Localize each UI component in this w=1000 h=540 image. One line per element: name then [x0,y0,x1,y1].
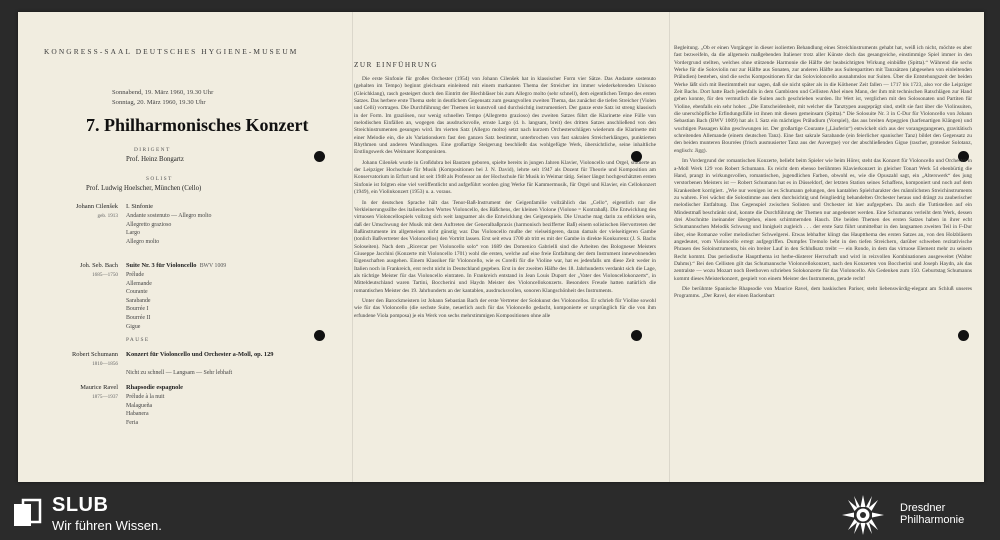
introduction-text [354,76,656,320]
composer-name: Robert Schumann [72,351,118,358]
continuation-text [674,45,972,301]
paragraph: Im Vordergrund der romantischen Konzerte, beliebt beim Spieler wie beim Hörer, steht das Konzert für Violoncello und Orchester in a-Moll Werk 129 von Robert Schumann. Es reicht dem ebenso berühmten Klavierkonzert in gleicher Tonart Werk 54 ebenbürtig die Hand, prangt in wirkungsvollen, romantischen, jugendlichen Farben, obwohl es, wie die Opuszahl sagt, ein „Alterswerk“ des jung verstorbenen Meisters ist — Robert Schumann hat es in Düsseldorf, der letzten Station seines Schaffens, komponiert und noch auf dem Krankenbett korrigiert. „Wie nur wenigen ist es Schumann gelungen, den kantablen Spielcharakter des männlichsten Streichinstruments zu wahren. Frei wächst die Solostimme aus dem durchsichtig und feingliedrig behandelten Orchester heraus und drängt zu zauberischer melodischer Entfaltung. Das Gegenspiel zwischen Solisten und Orchester ist hier aufgegeben. Da auch die Tuttistellen auf ein Mindestmaß beschränkt sind, konnte die Durchführung der Themen nur angedeutet werden. Eine Schumanns verleiht dem Werk, dessen drei Abschnitte ineinander übergehen, einen schimmernden Hauch. Die beiden Themen des ersten Satzes haben in ihrer echt Schumannschen Melodik Schwung und Innigkeit zugleich . . . der erste Satz führt unmittelbar in den langsamen zweiten Teil in F-Dur über, eine Romanze voller melodischer Schwelgerei. Etwas lebhafter klingt das Hauptthema des ersten Satzes an, von den Holzbläsern angedeutet, vom Violoncello erregt aufgegriffen. Dumpfes Tremolo bebt in den tiefen Streichern, darüber schweben rezitativische Phrasen des Soloinstruments, bis ein breiter Lauf in den Schlußsatz treibt — ein Rondo, in dem das virtuose Element mehr zu seinem Recht kommt. Das periodische Hauptthema ist herbe-düsterer Herrschaft und wird in reizvollen Kombinationen ausgeweitet (Walter Dahms).“ Bei den Cellisten gilt das Schumannsche Violoncellokonzert, nach den Konzerten von Boccherini und Joseph Haydn, als das zentralste — wozu Mozart noch Beethoven schrieben Solokonzerte für das Violoncello. Als Gedenken zum 150. Geburtstag Schumanns kommt dieses Meisterkonzert, gespielt von einem Meister des Instruments, gerade recht! [674,158,972,282]
movement-list [126,369,332,378]
composer-dates: 1685—1750 [92,272,118,278]
composer-dates: 1875—1937 [92,394,118,400]
orchestra-name [900,502,964,526]
pause-label: PAUSE [126,337,150,343]
movement: Courante [126,289,148,296]
movement: Bourrée I [126,306,149,313]
concert-dates [112,88,213,108]
movement: Andante sostenuto — Allegro molto [126,213,212,219]
orchestra-name-line: Dresdner [900,502,946,514]
library-tagline: Wir führen Wissen. [52,518,162,533]
movement: Largo [126,230,140,237]
paragraph: Johann Cilenšek wurde in Großdubra bei Bautzen geboren, spielte bereits in jungen Jahren Klavier, Violoncello und Orgel, studierte an der Leipziger Hochschule für Musik (Kompositionen bei J. N. David), lehrte seit 1947 als Dozent für Theorie und Komposition am Konservatorium in Erfurt und ist seit 1948 als Professor an der Hochschule für Musik in Weimar tätig. Seiner längst hochgeschätzten ersten Sinfonie ist folgten eine viel veröffentlicht und aufgeführt worden ging Werke für Kammermusik, für Orgel und Klavier, ein Cellokonzert (1949), ein Violinkonzert (1953) u. a. voraus. [354,159,656,196]
paragraph: In der deutschen Sprache hält das Tenor-Baß-Instrument der Geigenfamilie vollzählich das „Cello“, eigentlich nur die Verkleinerungssilbe des italienischen Wortes Violoncello, des Bäßchens, der kleinen Violone (Violone = Kontrabaß). Die Entwicklung des virtuosen Violoncellospiels vollzog sich weit langsamer als die Entwicklung des Geigenspiels. Die Ursache mag darin zu erblicken sein, daß der Umschwung der Musik mit dem Auftreten der Generalbaßpraxis (harmonisch bezifferter Baß) einem solistischen Hervortreten der Baßinstrumente im allgemeinen nicht günstig war. Das Violoncello mußte der vielseitigeren, daran damals der vielseitigeren Gambe (tonlich Baßvertreter des Violoncellos) den Vortritt lassen. Erst seit etwa 1700 ab tritt es mit der Gambe in direkte Konkurrenz (J. S. Bachs Soloseiten). Nach dem „Ricercar per Violoncello solo“ von 1689 des Domenico Gabrielli sind die Arbeiten des Bologneser Meisters Giuseppe Jacchini (Konzerte mit Violoncello 1701) wohl die ersten, welche auf eine freie Entfaltung der dem Instrument innewohnenden Eigenschaften ausgehen. Einem Klassiker für Violoncello, wie es Corelli für die Violine war, hat es jedenfalls um diese Zeit weder in Italien noch in Frankreich, erst recht nicht in Deutschland gegeben. Erst in der zweiten Hälfte des 18. Jahrhunderts verdankt sich die Lage, als tüchtige Meister für das Violoncello eintraten. In Frankreich entstand in Jean Louis Duport der „Vater des Violoncellokonzerts“, in Mitteldeutschland waren Tartini, Boccherini und Haydn Meister des Violoncellokonzerts. Besonders Freude hatten natürlich die romantischen Meister des 19. Jahrhunderts an der kantablen, ausdrucksvollen, sonoren Klangschönheit des Instruments. [354,199,656,294]
movement: Bourrée II [126,314,151,321]
movement: Nicht zu schnell — Langsam — Sehr lebhaft [126,370,233,376]
work-title-text: Konzert für Violoncello und Orchester a-Moll, op. 129 [126,351,274,358]
movement-list [126,393,332,427]
work-title [126,262,332,269]
composer-dates: geb. 1913 [97,213,118,219]
movement-list [126,271,332,331]
paragraph: Unter den Barockmeistern ist Johann Sebastian Bach der erste Vertreter der Solokunst des Violoncellos. Er schrieb für Violine sowohl wie für das Violoncello (die sechste Suite, neuerlich auch für das Violoncello gedacht, komponierte er ursprünglich für die von ihm erfundene Viola pomposa) je ein Werk von sechs mehrstimmigen Kompositionen ohne alle [354,297,656,319]
catalogue-number: BWV 1009 [199,263,227,269]
movement: Gigue [126,323,141,330]
conductor-name: Prof. Heinz Bongartz [126,156,184,163]
soloist-label: SOLIST [146,176,173,182]
philharmonie-logo-icon [840,494,886,536]
movement: Prélude [126,272,144,278]
composer-dates: 1810—1856 [92,361,118,367]
work-title [126,384,332,391]
slub-logo-icon [12,498,42,528]
movement: Malagueña [126,402,153,409]
orchestra-name-line: Philharmonie [900,514,965,526]
work-title-text: Rhapsodie espagnole [126,384,183,391]
continuation-column [674,12,972,482]
footer-bar [0,490,1000,540]
work-title-text: Suite Nr. 3 für Violoncello [126,262,197,269]
date-line: Sonntag, 20. März 1960, 19.30 Uhr [112,99,206,106]
venue-line: KONGRESS-SAAL DEUTSCHES HYGIENE-MUSEUM [44,47,299,56]
introduction-heading: ZUR EINFÜHRUNG [354,61,438,69]
paragraph: Die erste Sinfonie für großes Orchester (1954) von Johann Cilenšek hat in klassischer Form vier Sätze. Das Andante sostenuto (gehalten im Tempo) beginnt gleichsam einleitend mit einem markanten Thema der Streicher im immer wiederkehrenden Unisono (Gleichklang), rasch gesteigert durch den Eintritt der Blechbläser bis zum Allegro molto (sehr schnell), dem eigentlichen Tempo des ersten Satzes. Das herbere erste Thema steht in deutlichem Gegensatz zum gesangvollen zweiten Thema, das zunächst die tiefen Streicher (Violen und Celli) vortragen. Die Durchführung der Themen ist kunstvoll und durchsichtig instrumentiert. Der ganze erste Satz ist streng klassisch in der Form. Im graziösen, nur wenig schnellen Tempo (Allegretto grazioso) des zweiten Satzes führt die Klarinette eine Fülle von melodischen Einfällen an, wogegen das ausdrucksvolle, ernste Largo (d. h. langsam, breit) des dritten Satzes anschließend von den Streichinstrumenten gesungen wird. Im vierten Satz (Allegro molto) setzt nach kurzem Orchesterschlägen wiederum die Klarinette mit einer Melodie ein, die als Variationskern fast den ganzen Satz bestimmt, unterbrochen von fast sakralen Streicherklängen, punktierten Rhythmen und anderen Wandlungen. Eine großartige Steigerung beschließt das wohlgefügte Werk, übersichtliche, seine inhaltliche Erstlingswerk des Weimarer Komponisten. [354,76,656,156]
work-title [126,351,332,360]
movement: Allegretto grazioso [126,221,172,228]
movement: Feria [126,419,139,426]
composer-name: Johann Cilenšek [75,203,118,210]
movement: Habanera [126,411,149,418]
movement: Sarabande [126,297,151,304]
paragraph: Begleitung. „Ob er einen Vorgänger in dieser isolierten Behandlung eines Streichinstruments gehabt hat, weiß ich nicht, möchte es aber fast bezweifeln, da die allgemein maßgebenden Italiener trotz aller Künste doch das gesangreiche, einstimmige Spiel immer in den Vordergrund stellten, welches ohne stützende Harmonie die Hälfte der beabsichtigten Wirkung einbüßte (Spitta).“ Während die sechs Werke für die Soloviolin nur zur Hälfte aus Sonaten, zur anderen Hälfte aus Suitenpartiten mit Tanzsätzen (abgesehen von einleitenden Präludien) bestehen, sind die sechs Kompositionen für das Solovioloncello ausnahmslos nur Suiten. Über die Entstehungszeit der beiden Werke läßt sich mit Bestimmtheit nur sagen, daß sie nicht später als in die Köthener Zeit fallen — 1717 bis 1723, also vor die Leipziger Zeit Bachs. Dort hatte Bach jedenfalls in dem Gambisten und Cellisten Abel einen Mann, der ihm mit technischen Ratschlägen zur Hand gehen konnte, für den vermutlich die Suiten auch geschrieben wurden. Ihr Wert ist, verglichen mit den Solosonaten und Partiten für Violine, ebenfalls ein sehr hoher. „Die Entscheidenheit, mit welcher die Tanztypen ausgeprägt sind, stellt sie fast über die Violinsuiten, die unerschöpfliche Erfindungsfülle ist ihnen mit diesen gemeinsam (Spitta).“ Die Solosuite Nr. 3 in C-Dur für Violoncello von Johann Sebastian Bach (BWV 1009) hat als I. Satz ein mächtiges Präludium (Vorspiel), das aus breiten Arpeggien (harfenartigen Klängen) und wuchtigen Passagen kühn geschwungen ist. Der großartige Courante („Läuferin“) entwickelt sich aus der vorangegangenen, gravitätisch schreitenden Allemande (einem deutschen Tanz). Eine fast sakrale Sarabande (ein feierlicher spanischer Tanz) bildet den Gegensatz zu den beiden munteren Bourrées (frisch ausmusierter Tanz aus der Auvergne) vor der abschließenden Gigue (rascher, grotesker Solotanz, englisch: Jigg). [674,45,972,154]
movement: Prélude à la nuit [126,394,165,400]
composer-name: Maurice Ravel [80,384,118,391]
composer-name: Joh. Seb. Bach [80,262,118,269]
introduction-column [354,12,656,482]
program-column [40,12,336,482]
concert-title: 7. Philharmonisches Konzert [86,115,309,135]
conductor-label: DIRIGENT [134,147,171,153]
paragraph: Die berühmte Spanische Rhapsodie von Maurice Ravel, dem baskischen Pariser, steht liebenswürdig-elegant am Schluß unseres Programms. „Der Ravel, der einen Backenbart [674,286,972,300]
library-name: SLUB [52,494,109,516]
movement-list [126,212,332,246]
soloist-name: Prof. Ludwig Hoelscher, München (Cello) [86,185,202,192]
movement: Allemande [126,280,152,287]
date-line: Sonnabend, 19. März 1960, 19.30 Uhr [112,89,214,96]
fold-line [352,12,353,482]
work-title [126,203,332,210]
work-title-text: I. Sinfonie [126,203,153,210]
movement: Allegro molto [126,238,160,245]
program-sheet [18,12,984,482]
fold-line [669,12,670,482]
